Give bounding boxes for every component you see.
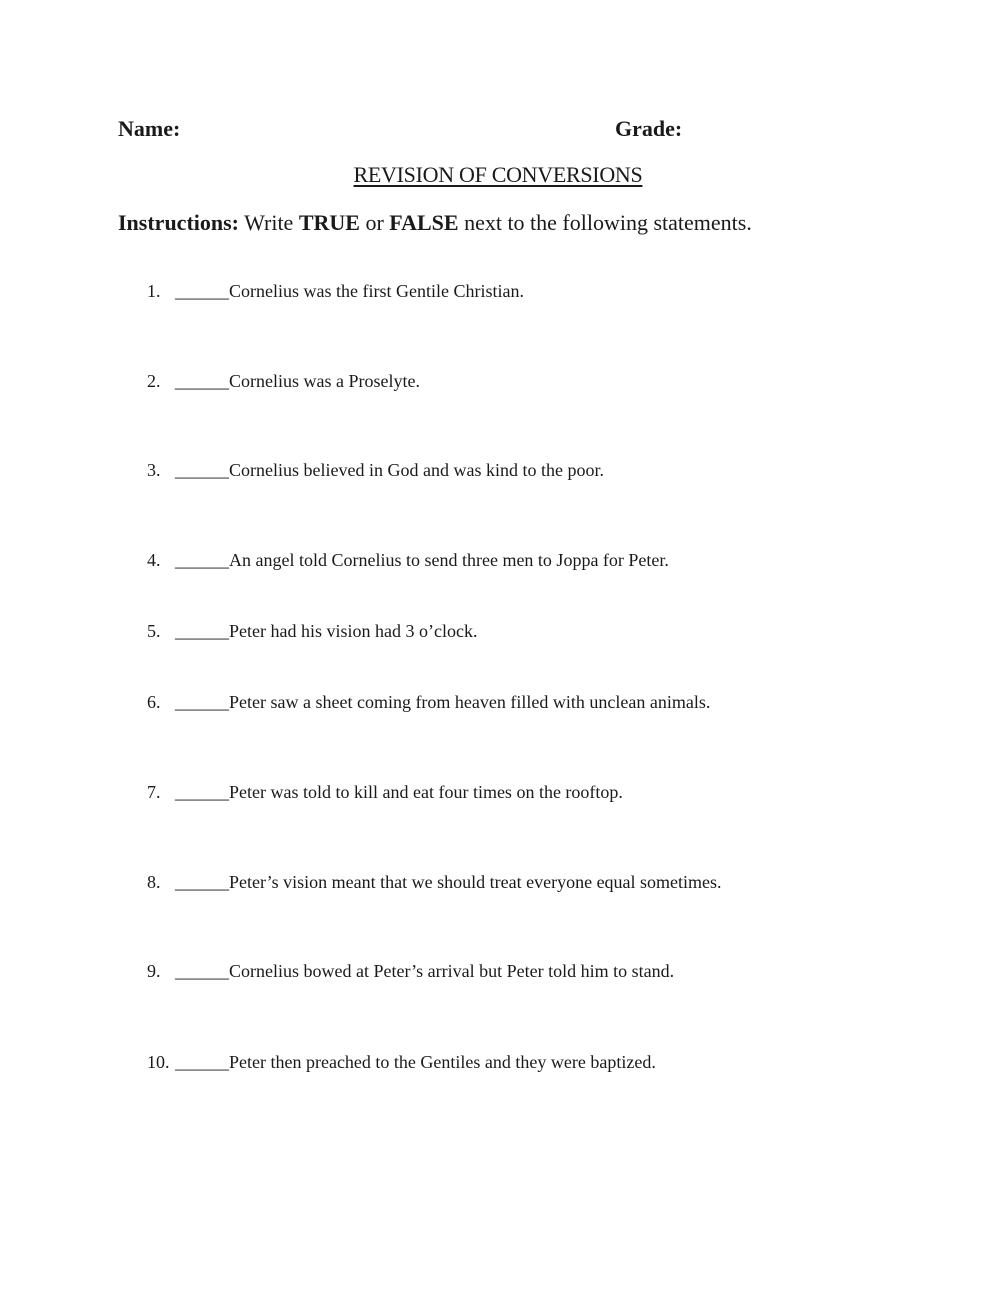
answer-blank[interactable]: ______: [175, 692, 229, 712]
question-item: [147, 281, 524, 302]
answer-blank[interactable]: ______: [175, 1052, 229, 1072]
answer-blank[interactable]: ______: [175, 460, 229, 480]
question-number: 9.: [147, 961, 161, 981]
question-number: 7.: [147, 782, 161, 802]
question-item: [147, 872, 722, 893]
instructions-text-1: Write: [239, 210, 299, 235]
question-text: Cornelius was the first Gentile Christian.: [229, 281, 524, 301]
question-item: [147, 1052, 656, 1073]
question-number: 4.: [147, 550, 161, 570]
true-word: TRUE: [298, 210, 360, 235]
answer-blank[interactable]: ______: [175, 621, 229, 641]
question-item: [147, 961, 674, 982]
question-number: 3.: [147, 460, 161, 480]
grade-label: Grade:: [615, 116, 683, 141]
false-word: FALSE: [389, 210, 459, 235]
question-text: Peter was told to kill and eat four times on the rooftop.: [229, 782, 623, 802]
answer-blank[interactable]: ______: [175, 782, 229, 802]
answer-blank[interactable]: ______: [175, 961, 229, 981]
question-item: [147, 460, 604, 481]
instructions-label: Instructions:: [118, 210, 240, 235]
question-number: 8.: [147, 872, 161, 892]
question-text: Peter had his vision had 3 o’clock.: [229, 621, 478, 641]
question-text: Cornelius believed in God and was kind to the poor.: [229, 460, 604, 480]
question-item: [147, 782, 623, 803]
question-number: 10.: [147, 1052, 170, 1072]
answer-blank[interactable]: ______: [175, 371, 229, 391]
question-number: 2.: [147, 371, 161, 391]
question-number: 6.: [147, 692, 161, 712]
question-text: Peter’s vision meant that we should treat everyone equal sometimes.: [229, 872, 722, 892]
instructions-text-2: or: [359, 210, 390, 235]
question-text: Cornelius was a Proselyte.: [229, 371, 420, 391]
question-text: Cornelius bowed at Peter’s arrival but Peter told him to stand.: [229, 961, 675, 981]
question-text: Peter saw a sheet coming from heaven filled with unclean animals.: [229, 692, 711, 712]
instructions-text-3: next to the following statements.: [458, 210, 752, 235]
question-text: Peter then preached to the Gentiles and they were baptized.: [229, 1052, 656, 1072]
worksheet-title: REVISION OF CONVERSIONS: [353, 162, 643, 187]
question-item: [147, 621, 477, 642]
answer-blank[interactable]: ______: [175, 872, 229, 892]
answer-blank[interactable]: ______: [175, 281, 229, 301]
question-text: An angel told Cornelius to send three men to Joppa for Peter.: [229, 550, 669, 570]
answer-blank[interactable]: ______: [175, 550, 229, 570]
question-item: [147, 692, 710, 713]
question-item: [147, 550, 669, 571]
question-item: [147, 371, 420, 392]
question-number: 5.: [147, 621, 161, 641]
name-label: Name:: [118, 116, 181, 141]
question-number: 1.: [147, 281, 161, 301]
